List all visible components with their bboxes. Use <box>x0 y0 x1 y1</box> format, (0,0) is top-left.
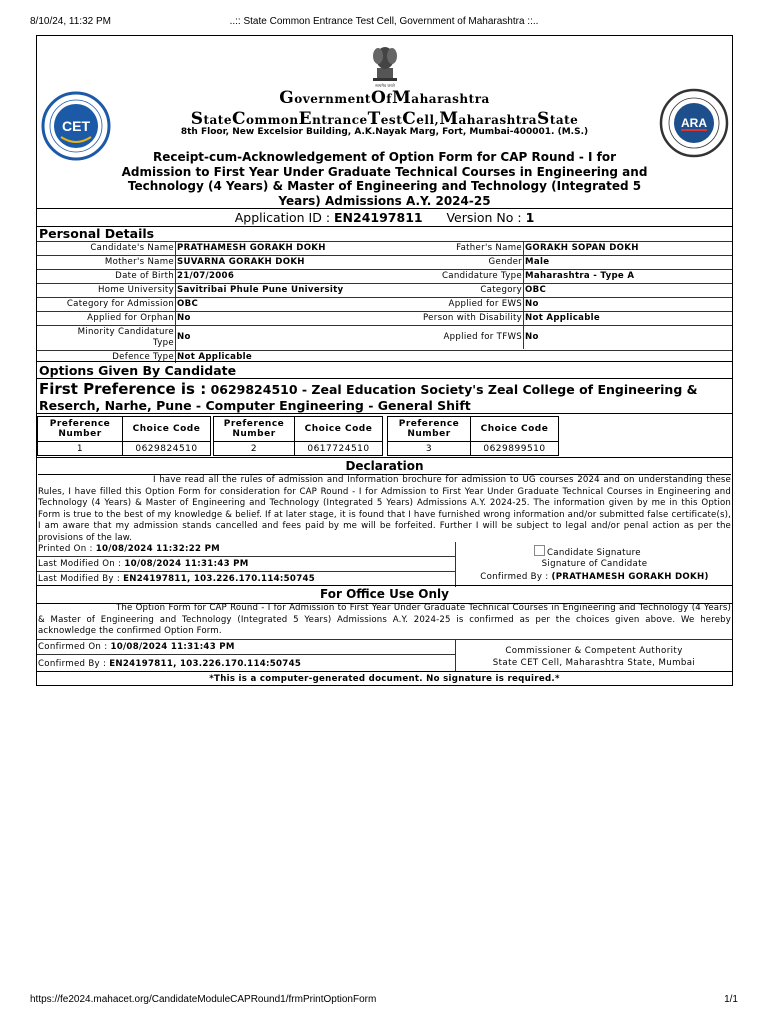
preference-number: 2 <box>214 442 295 456</box>
field-value: No <box>525 332 539 342</box>
declaration-text: I have read all the rules of admission and Information brochure for admission to UG courses 2024 and on understanding these Rules, I have filled this Option Form for consideration for CAP Round - I for Admission to First Year Under Graduate Technical Courses in Engineering and Technology (4 Years) & Master of Engineering and Technology (Integrated 5 Years) Admissions A.Y. 2024-25. The information given by me in this Option Form is true to the best of my knowledge & belief. If at later stage, it is found that I have furnished wrong information and/or submitted false certificate(s), I am aware that my admission stands cancelled and fees paid by me will be forfeited. Further I will be subject to legal and/or penal action as per the provisions of the law. <box>38 475 731 543</box>
field-value: OBC <box>525 285 547 295</box>
printed-on: Printed On : 10/08/2024 11:32:22 PM <box>37 542 455 557</box>
table-row <box>37 241 732 255</box>
field-label: Home University <box>98 285 174 295</box>
first-preference-label: First Preference is : <box>39 380 207 398</box>
field-label: Category for Admission <box>66 299 174 309</box>
cell-part: C <box>402 109 417 129</box>
computer-generated-note: *This is a computer-generated document. No signature is required.* <box>37 671 732 686</box>
choice-code: 0617724510 <box>295 442 383 456</box>
signature-block <box>455 542 733 587</box>
broken-image-icon <box>534 545 545 556</box>
cell-part: est <box>380 113 403 127</box>
state-emblem-icon <box>367 38 403 88</box>
field-label: Gender <box>488 257 522 267</box>
field-label: Category <box>480 285 522 295</box>
cell-part: tate <box>549 113 579 127</box>
table-row <box>37 269 732 283</box>
field-value: PRATHAMESH GORAKH DOKH <box>177 243 326 253</box>
choice-code-header: Choice Code <box>295 417 383 442</box>
option-form-receipt <box>36 35 733 686</box>
column-divider <box>523 241 524 349</box>
application-id: EN24197811 <box>334 210 423 225</box>
field-value: OBC <box>177 299 199 309</box>
table-row <box>37 283 732 297</box>
receipt-title: Receipt-cum-Acknowledgement of Option Form for CAP Round - I for Admission to First Year Under Graduate Technical Courses in Engineering and Technology (4 Years) & Master of Engineering and Technology (Integrated 5 Years) Admissions A.Y. 2024-25 <box>121 150 648 208</box>
field-value: Not Applicable <box>177 352 253 362</box>
preference-number-header: Preference Number <box>388 417 471 442</box>
field-value: No <box>177 313 191 323</box>
office-use-title: For Office Use Only <box>37 585 732 604</box>
preference-table <box>37 416 211 456</box>
cell-part: E <box>298 109 313 129</box>
print-datetime: 8/10/24, 11:32 PM <box>30 16 111 27</box>
confirmed-by-candidate: Confirmed By : (PRATHAMESH GORAKH DOKH) <box>480 572 709 582</box>
application-id-bar <box>37 208 732 227</box>
government-heading <box>37 88 732 108</box>
declaration-title: Declaration <box>37 457 732 474</box>
cet-cell-heading <box>37 109 732 129</box>
cell-part: S <box>190 109 204 129</box>
table-row <box>37 325 732 350</box>
preference-table <box>213 416 383 456</box>
first-preference-text: 0629824510 - Zeal Education Society's Zeal College of Engineering & Reserch, Narhe, Pune - Computer Engineering - General Shift <box>39 382 698 413</box>
choice-code-header: Choice Code <box>123 417 211 442</box>
cell-part: tate <box>203 113 232 127</box>
field-value: SUVARNA GORAKH DOKH <box>177 257 305 267</box>
application-id-label: Application ID : <box>234 210 331 225</box>
field-label: Minority Candidature <box>77 327 174 337</box>
field-label: Date of Birth <box>115 271 174 281</box>
cell-part: S <box>537 109 550 129</box>
field-label: Person with Disability <box>423 313 522 323</box>
column-divider <box>175 241 176 363</box>
field-value: Not Applicable <box>525 313 601 323</box>
govt-part: overnment <box>294 92 371 106</box>
candidate-signature-image: Candidate Signature <box>534 545 641 556</box>
preference-table <box>387 416 559 456</box>
preference-number: 1 <box>38 442 123 456</box>
field-value: GORAKH SOPAN DOKH <box>525 243 639 253</box>
options-title: Options Given By Candidate <box>39 363 237 378</box>
page-url: https://fe2024.mahacet.org/CandidateModuleCAPRound1/frmPrintOptionForm <box>30 994 377 1005</box>
field-value: Savitribai Phule Pune University <box>177 285 344 295</box>
choice-code: 0629899510 <box>471 442 559 456</box>
competent-authority <box>455 639 732 671</box>
authority-title: Commissioner & Competent Authority <box>505 646 683 656</box>
cell-part: ell, <box>416 113 440 127</box>
preference-number-header: Preference Number <box>214 417 295 442</box>
field-value: 21/07/2006 <box>177 271 235 281</box>
field-label: Candidature Type <box>442 271 522 281</box>
cell-part: ommon <box>246 113 299 127</box>
field-label: Father's Name <box>456 243 522 253</box>
cell-part: aharashtra <box>458 113 538 127</box>
confirmation-details <box>37 639 455 673</box>
table-row <box>37 255 732 269</box>
options-section-header <box>37 361 732 379</box>
table-row <box>37 311 732 325</box>
last-modified-by: Last Modified By : EN24197811, 103.226.170.114:50745 <box>38 574 316 584</box>
field-label: Type <box>153 338 174 348</box>
field-label: Applied for EWS <box>448 299 522 309</box>
signature-label: Signature of Candidate <box>541 559 648 569</box>
cell-part: C <box>231 109 246 129</box>
print-page-title: ..:: State Common Entrance Test Cell, Government of Maharashtra ::.. <box>229 16 539 27</box>
field-label: Candidate's Name <box>90 243 174 253</box>
office-use-text: The Option Form for CAP Round - I for Admission to First Year Under Graduate Technical Courses in Engineering and Technology (4 Years) & Master of Engineering and Technology (Integrated 5 Years) Admissions A.Y. 2024-25 is confirmed as per the choices given above. We hereby acknowledge the confirmed Option Form. <box>38 603 731 636</box>
confirmed-by: Confirmed By : EN24197811, 103.226.170.114:50745 <box>37 654 455 673</box>
field-label: Mother's Name <box>104 257 174 267</box>
govt-part: f <box>386 92 392 106</box>
ara-logo-text: ARA <box>681 116 707 130</box>
confirmed-on: Confirmed On : 10/08/2024 11:31:43 PM <box>38 642 235 652</box>
version-label: Version No : <box>446 210 522 225</box>
last-modified-on: Last Modified On : 10/08/2024 11:31:43 PM <box>37 557 455 572</box>
govt-part: aharashtra <box>411 92 490 106</box>
emblem-motto: सत्यमेव जयते <box>375 83 395 88</box>
field-label: Applied for TFWS <box>443 332 522 342</box>
field-label: Applied for Orphan <box>87 313 174 323</box>
office-address: 8th Floor, New Excelsior Building, A.K.Nayak Marg, Fort, Mumbai-400001. (M.S.) <box>180 127 589 137</box>
field-value: No <box>177 332 191 342</box>
first-preference <box>37 378 732 414</box>
govt-part: O <box>370 88 387 108</box>
table-row <box>37 297 732 311</box>
field-value: Male <box>525 257 550 267</box>
field-value: No <box>525 299 539 309</box>
preference-number: 3 <box>388 442 471 456</box>
cell-part: T <box>367 109 381 129</box>
page-number: 1/1 <box>724 994 738 1005</box>
field-label: Defence Type <box>112 352 174 362</box>
personal-details-title: Personal Details <box>39 226 155 241</box>
field-value: Maharashtra - Type A <box>525 271 635 281</box>
cell-part: ntrance <box>312 113 368 127</box>
version-number: 1 <box>525 210 535 225</box>
document-header <box>37 36 732 208</box>
print-details <box>37 542 455 586</box>
govt-part: M <box>391 88 412 108</box>
cell-part: M <box>439 109 459 129</box>
govt-part: G <box>279 88 295 108</box>
cet-logo-text: CET <box>62 118 90 134</box>
preference-number-header: Preference Number <box>38 417 123 442</box>
authority-office: State CET Cell, Maharashtra State, Mumbai <box>492 658 696 668</box>
choice-code-header: Choice Code <box>471 417 559 442</box>
choice-code: 0629824510 <box>123 442 211 456</box>
